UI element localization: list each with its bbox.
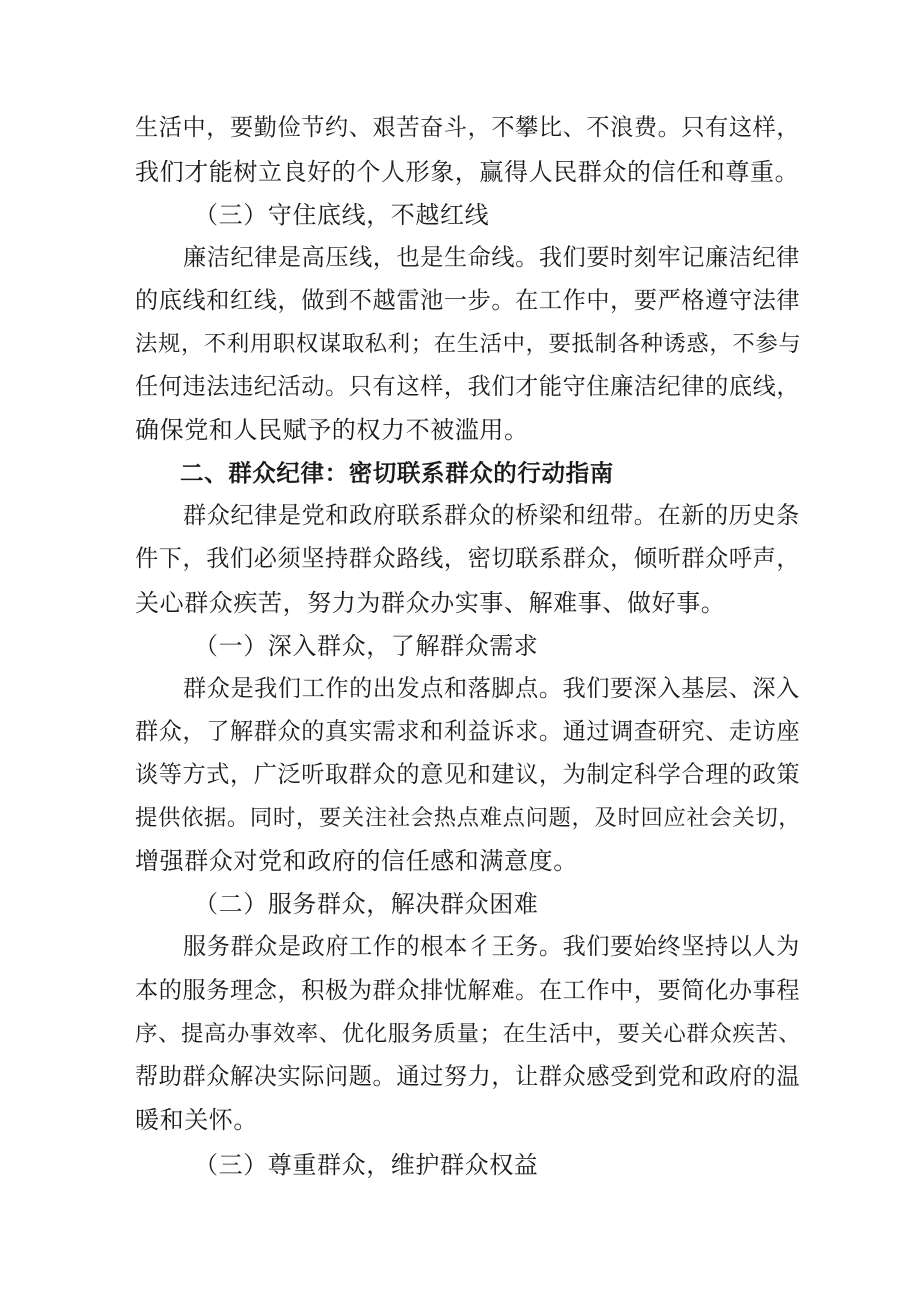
paragraph-line: 法规，不利用职权谋取私利；在生活中，要抵制各种诱惑，不参与 bbox=[135, 331, 802, 357]
paragraph-line: 谈等方式，广泛听取群众的意见和建议，为制定科学合理的政策 bbox=[135, 762, 801, 788]
paragraph-line: 生活中，要勤俭节约、艰苦奋斗，不攀比、不浪费。只有这样， bbox=[135, 115, 801, 141]
section-subheading: （三）守住底线，不越红线 bbox=[194, 201, 490, 229]
paragraph-line: 增强群众对党和政府的信任感和满意度。 bbox=[135, 847, 578, 875]
section-subheading: （三）尊重群众，维护群众权益 bbox=[194, 1151, 539, 1179]
paragraph-line: 廉洁纪律是高压线，也是生命线。我们要时刻牢记廉洁纪律 bbox=[183, 245, 800, 271]
paragraph-line: 服务群众是政府工作的根本彳王务。我们要始终坚持以人为 bbox=[183, 934, 800, 960]
paragraph-line: 群众纪律是党和政府联系群众的桥梁和纽带。在新的历史条 bbox=[183, 503, 800, 529]
section-subheading: （一）深入群众，了解群众需求 bbox=[194, 632, 539, 660]
paragraph-line: 序、提高办事效率、优化服务质量；在生活中，要关心群众疾苦、 bbox=[135, 1021, 802, 1047]
section-subheading: （二）服务群众，解决群众困难 bbox=[194, 890, 539, 918]
paragraph-line: 确保党和人民赋予的权力不被滥用。 bbox=[135, 416, 529, 444]
paragraph-line: 任何违法违纪活动。只有这样，我们才能守住廉洁纪律的底线， bbox=[135, 374, 801, 400]
paragraph-line: 提供依据。同时，要关注社会热点难点问题，及时回应社会关切， bbox=[135, 805, 802, 831]
paragraph-line: 关心群众疾苦，努力为群众办实事、解难事、做好事。 bbox=[135, 589, 726, 617]
paragraph-line: 群众是我们工作的出发点和落脚点。我们要深入基层、深入 bbox=[183, 676, 800, 702]
section-heading: 二、群众纪律：密切联系群众的行动指南 bbox=[180, 459, 614, 487]
paragraph-line: 本的服务理念，积极为群众排忧解难。在工作中，要简化办事程 bbox=[135, 978, 801, 1004]
paragraph-line: 我们才能树立良好的个人形象，赢得人民群众的信任和尊重。 bbox=[135, 158, 800, 186]
paragraph-line: 暖和关怀。 bbox=[135, 1106, 258, 1134]
paragraph-line: 帮助群众解决实际问题。通过努力，让群众感受到党和政府的温 bbox=[135, 1064, 801, 1090]
paragraph-line: 的底线和红线，做到不越雷池一步。在工作中，要严格遵守法律 bbox=[135, 288, 801, 314]
paragraph-line: 群众，了解群众的真实需求和利益诉求。通过调查研究、走访座 bbox=[135, 719, 801, 745]
paragraph-line: 件下，我们必须坚持群众路线，密切联系群众，倾听群众呼声， bbox=[135, 546, 801, 572]
